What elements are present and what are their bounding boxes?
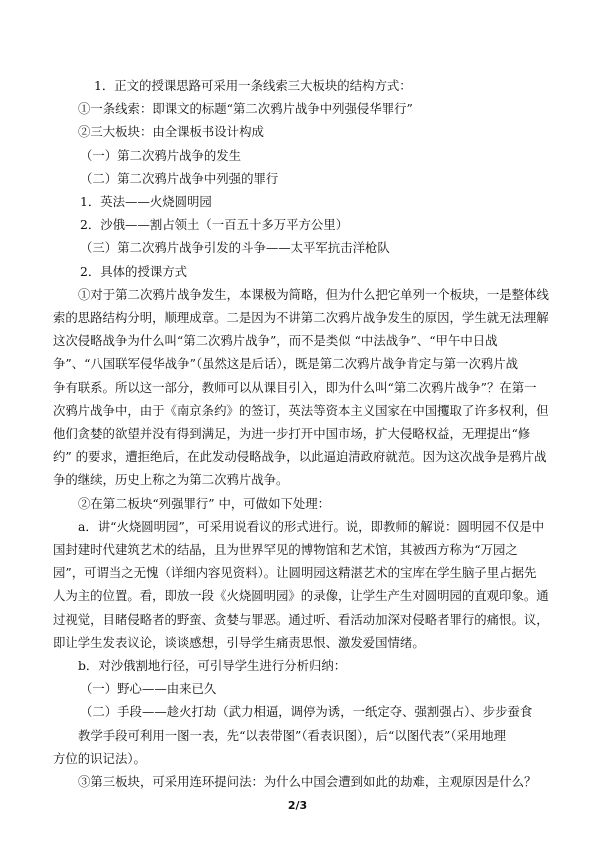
text-line: （一）第二次鸦片战争的发生 — [80, 148, 242, 163]
text-line: a．讲“火烧圆明园”，可采用说看议的形式进行。说，即教师的解说：圆明园不仅是中 — [78, 519, 545, 534]
text-line: 教学手段可利用一图一表，先“以表带图”（看表识图），后“以图代表”（采用地理 — [78, 728, 507, 743]
text-line: 方位的识记法）。 — [53, 751, 146, 766]
text-line: 索的思路结构分明，顺理成章。二是因为不讲第二次鸦片战争发生的原因，学生就无法理解 — [53, 310, 549, 325]
text-line: 过视觉，目睹侵略者的野蛮、贪婪与罪恶。通过听、看活动加深对侵略者罪行的痛恨。议， — [53, 612, 549, 627]
text-line: ②在第二板块“列强罪行” 中，可做如下处理： — [78, 496, 331, 511]
text-line: （二）手段——趁火打劫（武力相逼，调停为诱，一纸定夺、强割强占）、步步蚕食 — [80, 704, 533, 719]
text-line: 2．沙俄——割占领土（一百五十多万平方公里） — [80, 217, 349, 232]
text-line: 他们贪婪的欲望并没有得到满足，为进一步打开中国市场，扩大侵略权益，无理提出“修 — [53, 426, 531, 441]
text-line: （三）第二次鸦片战争引发的斗争——太平军抗击洋枪队 — [80, 240, 390, 255]
page-number: 2/3 — [287, 799, 308, 812]
text-line: 即让学生发表议论，谈谈感想，引导学生痛责思恨、激发爱国情绪。 — [53, 635, 425, 650]
text-line: 国封建时代建筑艺术的结晶，且为世界罕见的博物馆和艺术馆，其被西方称为“万园之 — [53, 542, 518, 557]
text-line: ①对于第二次鸦片战争发生，本课极为简略，但为什么把它单列一个板块，一是整体线 — [78, 287, 549, 302]
text-line: 1．英法——火烧圆明园 — [80, 194, 212, 209]
text-line: 1．正文的授课思路可采用一条线索三大板块的结构方式： — [94, 78, 412, 93]
text-line: 约” 的要求，遭拒绝后，在此发动侵略战争，以此逼迫清政府就范。因为这次战争是鸦片战 — [53, 449, 547, 464]
text-line: ②三大板块：由全课板书设计构成 — [78, 124, 264, 139]
text-line: 争有联系。所以这一部分，教师可以从课目引入，即为什么叫“第二次鸦片战争”？在第一 — [53, 380, 537, 395]
text-line: ③第三板块，可采用连环提问法：为什么中国会遭到如此的劫难，主观原因是什么？ — [78, 774, 537, 789]
text-line: 争的继续，历史上称之为第二次鸦片战争。 — [53, 472, 289, 487]
text-line: 人为主的位置。看，即放一段《火烧圆明园》的录像，让学生产生对圆明园的直观印象。通 — [53, 588, 549, 603]
text-line: 园”，可谓当之无愧（详细内容见资料）。让圆明园这精湛艺术的宝库在学生脑子里占据先 — [53, 565, 537, 580]
text-line: （二）第二次鸦片战争中列强的罪行 — [80, 171, 279, 186]
text-line: 2．具体的授课方式 — [80, 264, 188, 279]
text-line: b．对沙俄割地行径，可引导学生进行分析归纳： — [78, 658, 347, 673]
text-line: 争”、“八国联军侵华战争”（虽然这是后话），既是第二次鸦片战争肯定与第一次鸦片战 — [53, 356, 519, 371]
text-line: （一）野心——由来已久 — [80, 681, 217, 696]
text-line: 这次侵略战争为什么叫“第二次鸦片战争”，而不是类似 “中法战争”、“甲午中日战 — [53, 333, 498, 348]
text-line: ①一条线索：即课文的标题“第二次鸦片战争中列强侵华罪行” — [78, 101, 413, 116]
text-line: 次鸦片战争中，由于《南京条约》的签订，英法等资本主义国家在中国攫取了许多权利，但 — [53, 403, 549, 418]
